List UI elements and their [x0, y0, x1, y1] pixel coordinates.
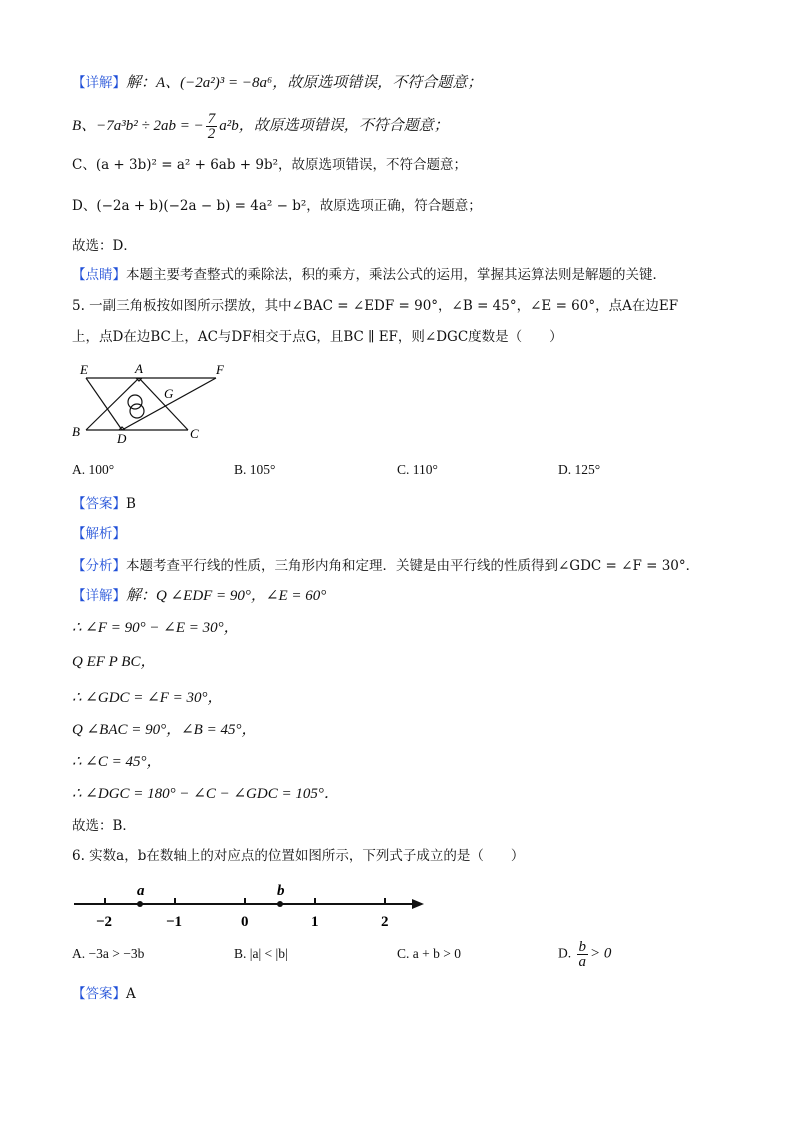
answer-line-5: [72, 494, 136, 514]
circle-2: [130, 404, 144, 418]
q6-option-b: B. |a| < |b|: [234, 946, 288, 961]
q6-option-d-label: D.: [558, 945, 572, 961]
fraction-7-2: [206, 112, 218, 141]
select-line-2: 故选：B．: [72, 818, 136, 834]
q5-option-b: B. 105°: [234, 462, 276, 477]
q5-stem-line1: 5. 一副三角板按如图所示摆放，其中∠BAC = ∠EDF = 90°，∠B = 45°，∠E = 60°，点A在边EF: [72, 298, 679, 314]
step-6: ∴ ∠C = 45°，: [72, 754, 162, 770]
tick-label: 2: [381, 914, 389, 930]
answer-value-6: A: [126, 986, 136, 1002]
answer-line-6: [72, 984, 136, 1004]
point-label-a: a: [137, 883, 145, 899]
detail-line-d: D、(−2a + b)(−2a − b) = 4a² − b²，故原选项正确，符合题意；: [72, 198, 482, 214]
comment-text: 本题主要考查整式的乘除法，积的乘方，乘法公式的运用，掌握其运算法则是解题的关键．: [126, 267, 666, 283]
circle-1: [128, 395, 142, 409]
detail-option-a: 解：A、(−2a²)³ = −8a⁶，故原选项错误，不符合题意；: [126, 75, 483, 91]
comment-line: [72, 265, 666, 285]
select-line-1: 故选：D．: [72, 238, 137, 254]
label-f: F: [216, 362, 224, 377]
detail-tag: 【详解】: [72, 75, 126, 91]
q6-stem: 6. 实数a，b在数轴上的对应点的位置如图所示，下列式子成立的是（ ）: [72, 848, 525, 864]
fraction-b-a: [577, 940, 589, 969]
point-label-b: b: [277, 883, 285, 899]
q6-option-a: A. −3a > −3b: [72, 946, 145, 961]
tick-label: 0: [241, 914, 249, 930]
answer-value: B: [126, 496, 136, 512]
number-line: [70, 876, 430, 932]
label-b: B: [72, 424, 80, 439]
label-c: C: [190, 426, 199, 441]
step-4: ∴ ∠GDC = ∠F = 30°，: [72, 690, 223, 706]
detail-line-b: [72, 112, 449, 141]
label-d: D: [117, 431, 127, 446]
edge-ba: [86, 378, 139, 430]
step-1: 解：Q ∠EDF = 90°，∠E = 60°: [126, 588, 327, 604]
label-e: E: [80, 362, 88, 377]
step-5: Q ∠BAC = 90°，∠B = 45°，: [72, 722, 257, 738]
q5-figure: [66, 358, 236, 448]
tick-label: −2: [96, 914, 113, 930]
detail-line-a: [72, 73, 482, 93]
tick-label: −1: [166, 914, 183, 930]
detail-line-c: C、(a + 3b)² = a² + 6ab + 9b²，故原选项错误，不符合题意；: [72, 157, 468, 173]
answer-tag: 【答案】: [72, 496, 126, 512]
q6-option-c: C. a + b > 0: [397, 946, 461, 961]
tick-label: 1: [311, 914, 319, 930]
comment-tag: 【点睛】: [72, 267, 126, 283]
detail-b-post: a²b，故原选项错误，不符合题意；: [219, 118, 449, 134]
frac-a: a: [578, 954, 586, 970]
step-2: ∴ ∠F = 90° − ∠E = 30°，: [72, 620, 239, 636]
step-7: ∴ ∠DGC = 180° − ∠C − ∠GDC = 105°．: [72, 786, 339, 802]
q5-stem-line2: 上，点D在边BC上，AC与DF相交于点G，且BC ∥ EF，则∠DGC度数是（ ）: [72, 329, 563, 345]
answer-tag-6: 【答案】: [72, 986, 126, 1002]
point-b: [277, 901, 283, 907]
analyze-line: [72, 556, 699, 576]
analyze-text: 本题考查平行线的性质，三角形内角和定理．关键是由平行线的性质得到∠GDC = ∠F = 30°．: [126, 558, 700, 574]
frac-num: 7: [207, 111, 216, 127]
q5-option-d: D. 125°: [558, 462, 601, 477]
detail-b-pre: B、−7a³b² ÷ 2ab = −: [72, 118, 204, 134]
edge-ed: [86, 378, 122, 430]
analysis-tag: 【解析】: [72, 526, 126, 542]
analyze-tag: 【分析】: [72, 558, 126, 574]
point-a: [137, 901, 143, 907]
q6-option-d: [558, 940, 611, 969]
step-3: Q EF P BC，: [72, 654, 156, 670]
label-g: G: [164, 386, 174, 401]
frac-b: b: [578, 939, 586, 955]
q5-option-a: A. 100°: [72, 462, 115, 477]
q5-option-c: C. 110°: [397, 462, 438, 477]
detail2-line: [72, 586, 326, 606]
frac-tail: > 0: [590, 945, 612, 962]
axis-arrow-icon: [412, 899, 424, 909]
detail2-tag: 【详解】: [72, 588, 126, 604]
frac-den: 2: [207, 126, 216, 142]
label-a: A: [135, 361, 143, 376]
